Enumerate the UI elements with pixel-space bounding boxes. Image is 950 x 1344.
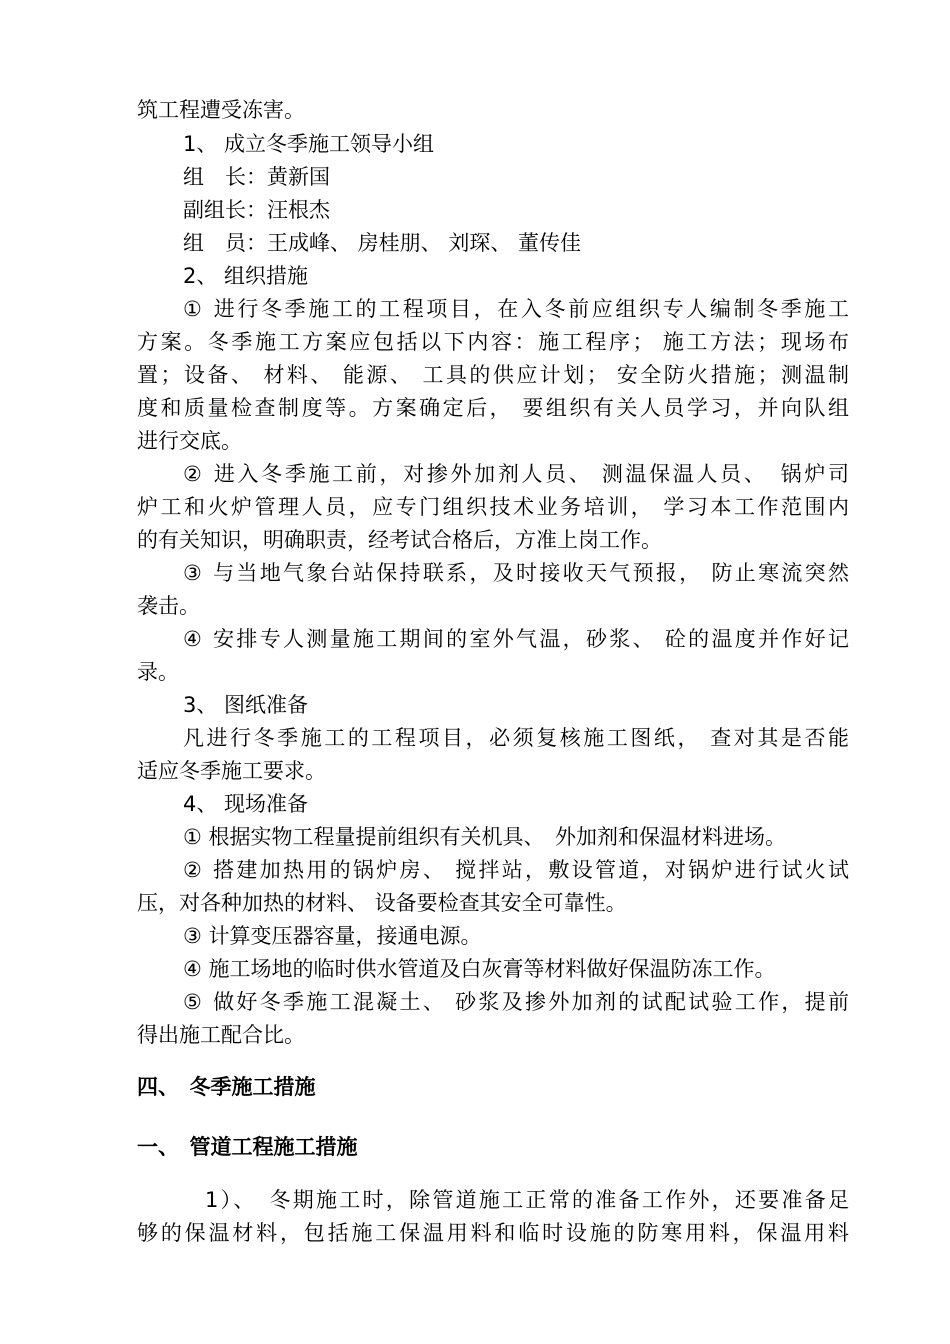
text-line: 进行交底。 [137, 429, 242, 453]
text-line: 1）、 冬期施工时，除管道施工正常的准备工作外，还要准备足 [205, 1188, 849, 1212]
text-line: 组 长：黄新国 [183, 165, 330, 189]
text-line: ② 进入冬季施工前，对掺外加剂人员、 测温保温人员、 锅炉司 [183, 462, 849, 486]
text-line: 副组长：汪根杰 [183, 198, 330, 222]
text-line: 袭击。 [137, 594, 200, 618]
text-line: 2、 组织措施 [183, 264, 309, 288]
text-line: 筑工程遭受冻害。 [137, 98, 305, 122]
text-line: ④ 安排专人测量施工期间的室外气温，砂浆、 砼的温度并作好记 [183, 627, 849, 651]
section-heading: 四、 冬季施工措施 [137, 1075, 316, 1099]
text-line: 够的保温材料，包括施工保温用料和临时设施的防寒用料，保温用料 [137, 1221, 849, 1245]
text-line: 得出施工配合比。 [137, 1023, 305, 1047]
text-line: 炉工和火炉管理人员，应专门组织技术业务培训， 学习本工作范围内 [137, 495, 849, 519]
text-line: 录。 [137, 660, 179, 684]
text-line: ① 根据实物工程量提前组织有关机具、 外加剂和保温材料进场。 [183, 825, 786, 849]
text-line: 方案。冬季施工方案应包括以下内容：施工程序； 施工方法；现场布 [137, 330, 849, 354]
subsection-heading: 一、 管道工程施工措施 [137, 1135, 358, 1159]
text-line: ② 搭建加热用的锅炉房、 搅拌站，敷设管道，对锅炉进行试火试 [183, 858, 849, 882]
text-line: 度和质量检查制度等。方案确定后， 要组织有关人员学习，并向队组 [137, 396, 849, 420]
text-line: 适应冬季施工要求。 [137, 759, 326, 783]
text-line: 的有关知识，明确职责，经考试合格后，方准上岗工作。 [137, 528, 662, 552]
text-line: ① 进行冬季施工的工程项目，在入冬前应组织专人编制冬季施工 [183, 297, 849, 321]
text-line: ③ 与当地气象台站保持联系，及时接收天气预报， 防止寒流突然 [183, 561, 849, 585]
text-line: 置；设备、 材料、 能源、 工具的供应计划； 安全防火措施；测温制 [137, 363, 849, 387]
text-line: 凡进行冬季施工的工程项目，必须复核施工图纸， 查对其是否能 [183, 726, 849, 750]
text-line: 1、 成立冬季施工领导小组 [183, 132, 435, 156]
text-line: ④ 施工场地的临时供水管道及白灰膏等材料做好保温防冻工作。 [183, 957, 776, 981]
text-line: 4、 现场准备 [183, 792, 309, 816]
text-line: 组 员：王成峰、 房桂朋、 刘琛、 董传佳 [183, 231, 582, 255]
text-line: ⑤ 做好冬季施工混凝土、 砂浆及掺外加剂的试配试验工作，提前 [183, 990, 849, 1014]
text-line: 3、 图纸准备 [183, 693, 309, 717]
text-line: 压，对各种加热的材料、 设备要检查其安全可靠性。 [137, 891, 627, 915]
text-line: ③ 计算变压器容量，接通电源。 [183, 924, 482, 948]
